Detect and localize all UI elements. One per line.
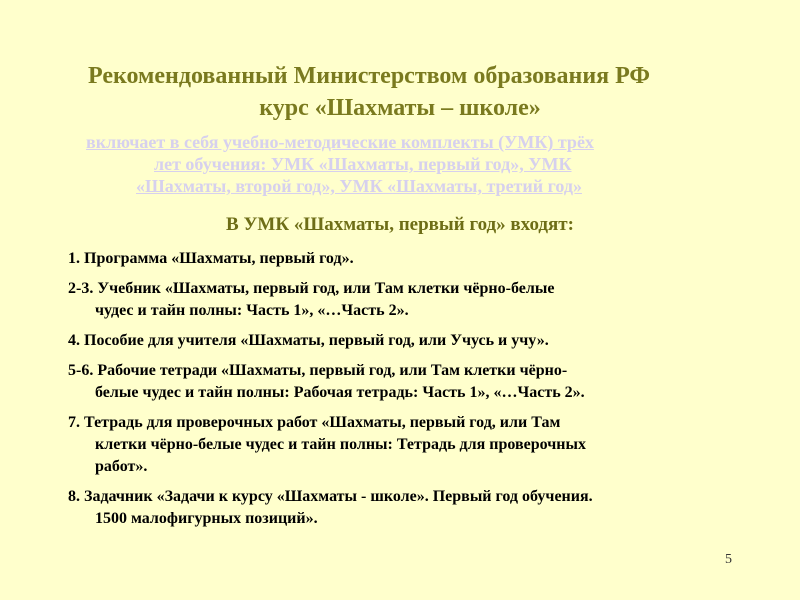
list-item-problem-book [68, 486, 758, 530]
list-item-line: 8. Задачник «Задачи к курсу «Шахматы - школе». Первый год обучения. [68, 488, 593, 505]
list-item-program [68, 248, 758, 270]
slide-page-number: 5 [725, 552, 732, 567]
slide-title-line-1: Рекомендованный Министерством образования РФ [88, 63, 651, 89]
list-item-line: 1500 малофигурных позиций». [95, 510, 318, 527]
list-item-line: 1. Программа «Шахматы, первый год». [68, 250, 354, 267]
list-item-test-notebook [68, 412, 758, 478]
list-item-line: 7. Тетрадь для проверочных работ «Шахматы, первый год, или Там [68, 414, 561, 431]
list-item-teacher-guide [68, 330, 758, 352]
list-item-line: 2-3. Учебник «Шахматы, первый год, или Там клетки чёрно-белые [68, 280, 555, 297]
umk-link-line-1[interactable]: включает в себя учебно-методические комплекты (УМК) трёх [86, 132, 594, 152]
umk-link-line-2[interactable]: лет обучения: УМК «Шахматы, первый год», УМК [154, 154, 572, 174]
slide-title-line-2: курс «Шахматы – школе» [259, 95, 541, 121]
umk-first-year-heading: В УМК «Шахматы, первый год» входят: [226, 214, 574, 235]
list-item-line: белые чудес и тайн полны: Рабочая тетрадь: Часть 1», «…Часть 2». [95, 384, 585, 401]
umk-contents-list [68, 248, 758, 538]
list-item-line: 4. Пособие для учителя «Шахматы, первый год, или Учусь и учу». [68, 332, 549, 349]
list-item-textbook [68, 278, 758, 322]
list-item-line: 5-6. Рабочие тетради «Шахматы, первый год, или Там клетки чёрно- [68, 362, 568, 379]
list-item-workbooks [68, 360, 758, 404]
umk-link-line-3[interactable]: «Шахматы, второй год», УМК «Шахматы, третий год» [136, 176, 582, 196]
slide-title [60, 60, 740, 124]
umk-link[interactable] [86, 131, 736, 197]
list-item-line: работ». [95, 458, 148, 475]
list-item-line: чудес и тайн полны: Часть 1», «…Часть 2». [95, 302, 409, 319]
list-item-line: клетки чёрно-белые чудес и тайн полны: Тетрадь для проверочных [95, 436, 586, 453]
